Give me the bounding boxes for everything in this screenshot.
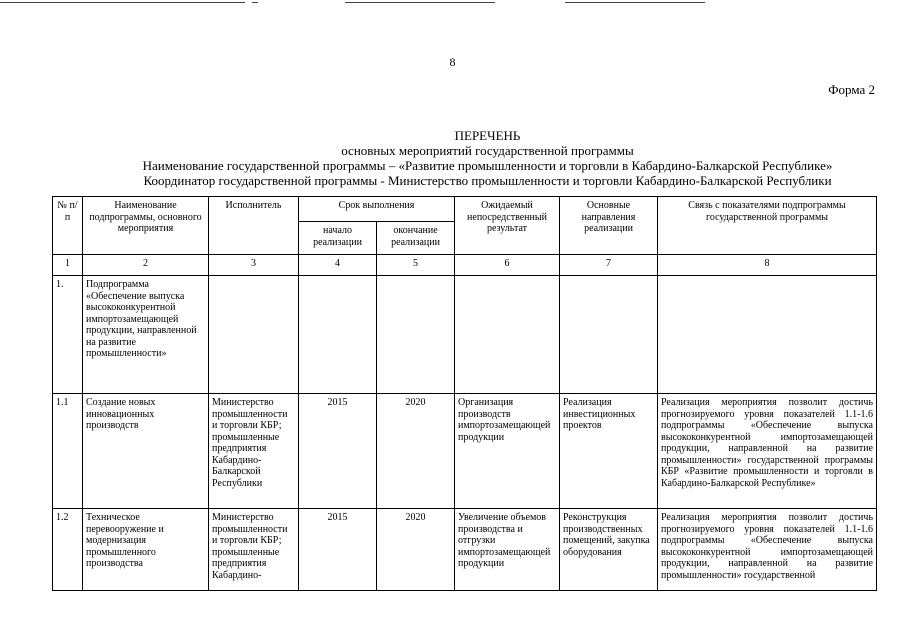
row-link: Реализация мероприятия позволит достичь прогнозируемого уровня показателей 1.1-1.6 подпрограммы «Обеспечение выпуска высококонкурентной импортозамещающей продукции, направленной на развитие промышленности» государственной — [658, 509, 877, 591]
column-number: 7 — [560, 255, 658, 276]
table-row — [53, 394, 877, 509]
row-start: 2015 — [299, 394, 377, 509]
header-num: № п/п — [53, 197, 83, 255]
scan-artifact-line — [565, 2, 705, 3]
row-link — [658, 276, 877, 394]
row-end: 2020 — [377, 509, 455, 591]
document-subtitle: основных мероприятий государственной программы — [341, 143, 634, 158]
row-start — [299, 276, 377, 394]
row-num: 1.2 — [53, 509, 83, 591]
document-title-block — [40, 128, 905, 188]
activities-table — [52, 196, 877, 591]
scan-artifact-line — [252, 2, 258, 3]
page-number: 8 — [449, 55, 456, 69]
row-link: Реализация мероприятия позволит достичь прогнозируемого уровня показателей 1.1-1.6 подпрограммы «Обеспечение выпуска высококонкурентной импортозамещающей продукции, направленной на развитие промышленности» государственной программы КБР «Развитие промышленности и торговли в Кабардино-Балкарской Республике» — [658, 394, 877, 509]
column-number: 6 — [455, 255, 560, 276]
header-executor: Исполнитель — [209, 197, 299, 255]
header-link: Связь с показателями подпрограммы государственной программы — [658, 197, 877, 255]
row-executor: Министерство промышленности и торговли КБР; промышленные предприятия Кабардино-Балкарской Республики — [209, 394, 299, 509]
column-number: 1 — [53, 255, 83, 276]
header-name: Наименование подпрограммы, основного мероприятия — [83, 197, 209, 255]
form-label: Форма 2 — [828, 82, 875, 97]
row-start: 2015 — [299, 509, 377, 591]
column-numbers-row — [53, 255, 877, 276]
header-deadline: Срок выполнения — [299, 197, 455, 222]
header-result: Ожидаемый непосредственный результат — [455, 197, 560, 255]
table-row — [53, 509, 877, 591]
program-name: Наименование государственной программы – «Развитие промышленности и торговли в Кабардино-Балкарской Республике» — [142, 158, 833, 173]
row-executor: Министерство промышленности и торговли КБР; промышленные предприятия Кабардино- — [209, 509, 299, 591]
row-directions: Реализация инвестиционных проектов — [560, 394, 658, 509]
column-number: 2 — [83, 255, 209, 276]
column-number: 5 — [377, 255, 455, 276]
column-number: 8 — [658, 255, 877, 276]
program-coordinator: Координатор государственной программы - Министерство промышленности и торговли Кабардино-Балкарской Республики — [143, 173, 832, 188]
row-result — [455, 276, 560, 394]
table-row — [53, 276, 877, 394]
row-num: 1. — [53, 276, 83, 394]
row-end: 2020 — [377, 394, 455, 509]
row-directions: Реконструкция производственных помещений, закупка оборудования — [560, 509, 658, 591]
row-result: Увеличение объемов производства и отгрузки импортозамещающей продукции — [455, 509, 560, 591]
row-executor — [209, 276, 299, 394]
row-name: Создание новых инновационных производств — [83, 394, 209, 509]
column-number: 4 — [299, 255, 377, 276]
scan-artifact-line — [345, 2, 495, 3]
row-name: Техническое перевооружение и модернизация промышленного производства — [83, 509, 209, 591]
row-directions — [560, 276, 658, 394]
header-end: окончание реализации — [377, 222, 455, 255]
header-directions: Основные направления реализации — [560, 197, 658, 255]
row-end — [377, 276, 455, 394]
row-num: 1.1 — [53, 394, 83, 509]
scan-artifact-line — [0, 2, 245, 3]
document-title: ПЕРЕЧЕНЬ — [454, 128, 521, 143]
row-result: Организация производств импортозамещающей продукции — [455, 394, 560, 509]
row-name: Подпрограмма «Обеспечение выпуска высококонкурентной импортозамещающей продукции, направленной на развитие промышленности» — [83, 276, 209, 394]
column-number: 3 — [209, 255, 299, 276]
header-start: начало реализации — [299, 222, 377, 255]
table-header-row — [53, 197, 877, 222]
